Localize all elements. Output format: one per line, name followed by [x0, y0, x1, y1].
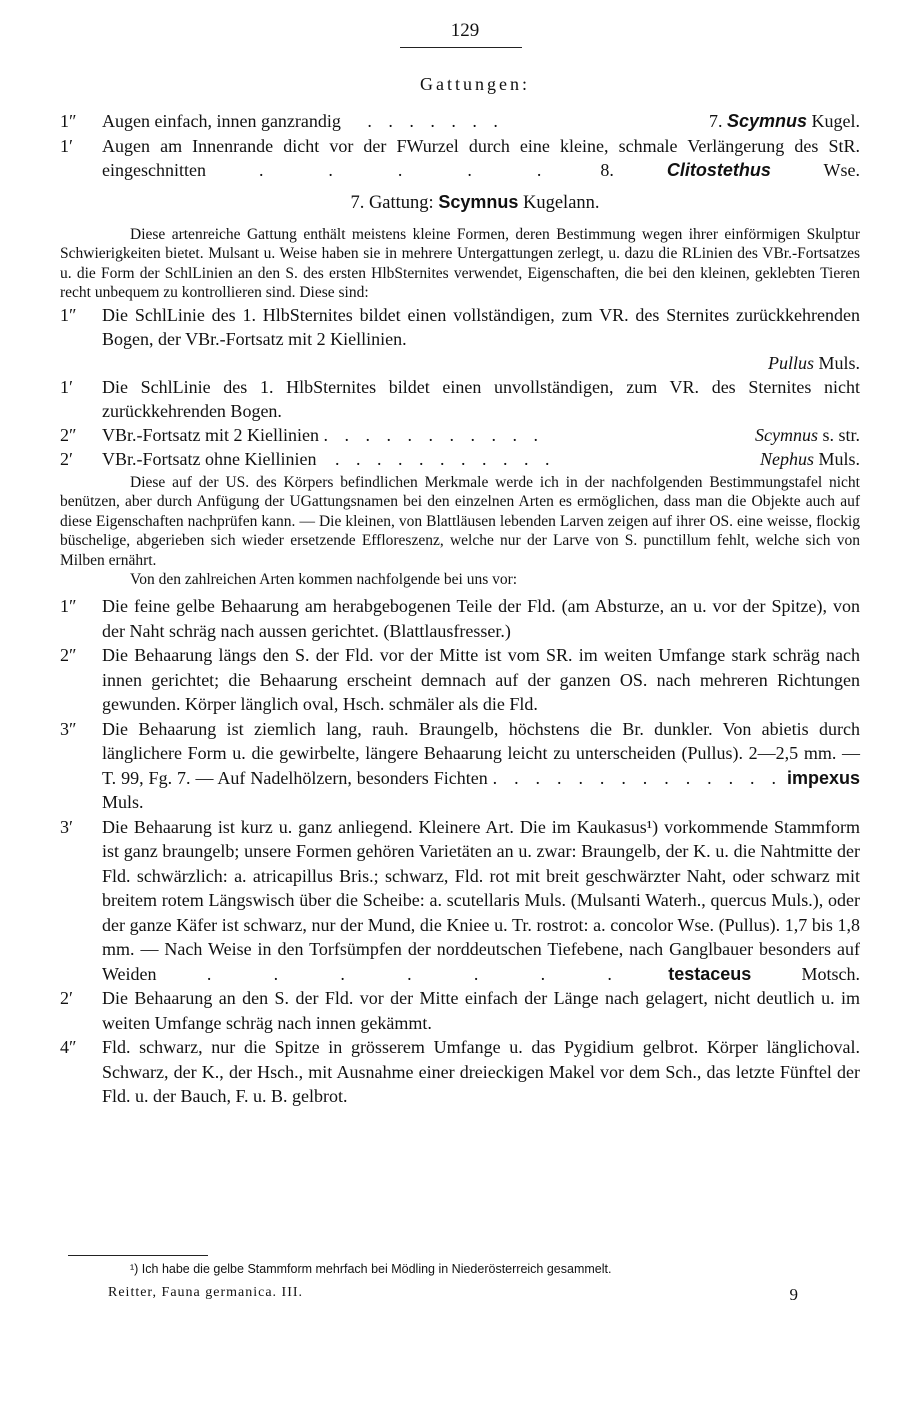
author: Wse. [823, 160, 860, 180]
genus-number: 7. [708, 111, 723, 131]
genus-heading: 7. Gattung: Scymnus Kugelann. [350, 191, 600, 213]
gattungen-title: Gattungen: [420, 74, 530, 94]
species-key-entry: 1″ Die feine gelbe Behaarung am herabgebogenen Teile der Fld. (am Absturze, an u. vor der Spitze), von der Naht schräg nach aussen gerichtet. (Blattlausfresser.) [60, 594, 860, 643]
species-key-entry: 3″ Die Behaarung ist ziemlich lang, rauh. Braungelb, höchstens die Br. dunkler. Von abietis durch länglichere Form u. die gewirbelte, längere Behaarung leicht zu unterscheiden (Pullus). 2—2,5 mm. — T. 99, Fg. 7. — Auf Nadelhölzern, besonders Fichten . . . . . . . . . . . . . . impexus Muls. [60, 718, 860, 812]
couplet-text: Die Behaarung an den S. der Fld. vor der Mitte einfach der Länge nach gelagert, nicht deutlich u. im weiten Umfange schräg nach innen gekämmt. [102, 988, 860, 1033]
footer-source: Reitter, Fauna germanica. III. [108, 1285, 304, 1300]
couplet-text: Die Behaarung ist kurz u. ganz anliegend. Kleinere Art. Die im Kaukasus¹) vorkommende Stammform ist ganz braungelb; unsere Formen gehören Varietäten an u. zwar: Braungelb, der K. u. die Nahtmitte der Fld. schwärzlich: a. atricapillus Bris.; schwarz, Fld. rot mit breit geschwärzter Naht, oder schwarz mit breitem rotem Längswisch über die Scheibe: a. scutellaris Muls. (Mulsanti Waterh., quercus Muls.), oder der ganze Käfer ist schwarz, nur der Mund, die Kniee u. Tr. rostrot: a. concolor Wse. (Pullus). 1,7 bis 1,8 mm. — Nach Weise in den Torfsümpfen der norddeutschen Tiefebene, nach Ganglbauer besonders auf Weiden [102, 816, 860, 984]
subgenus-key-entry: 2″ VBr.-Fortsatz mit 2 Kiellinien . . . . . . . . . . . Scymnus s. str. [60, 424, 860, 445]
couplet-text: Die feine gelbe Behaarung am herabgebogenen Teile der Fld. (am Absturze, an u. vor der Spitze), von der Naht schräg nach aussen gerichtet. (Blattlausfresser.) [102, 596, 860, 641]
leader-dots: . . . . . . . . . . . [334, 448, 556, 469]
footnote-rule [68, 1255, 208, 1256]
couplet-text: Augen einfach, innen ganzrandig [102, 111, 341, 131]
species-name: impexus [786, 767, 860, 788]
subgenus-name: Pullus [767, 352, 814, 373]
leader-dots: . . . . . . . [367, 111, 504, 131]
intro-paragraph: Diese artenreiche Gattung enthält meistens kleine Formen, deren Bestimmung wegen ihrer einförmigen Skulptur Schwierigkeiten bietet. Mulsant u. Weise haben sie in mehrere Untergattungen zerlegt, u. dazu die RLinien des VBr.-Fortsatzes u. die Form der SchlLinien an den S. des ersten HlbSternites verwendet, Eigenschaften, die bei den kleinen, geklebten Tieren recht unbequem zu kontrollieren sind. Diese sind: [60, 225, 860, 301]
subgenus-name: Nephus [759, 448, 814, 469]
species-key-entry: 2″ Die Behaarung längs den S. der Fld. vor der Mitte ist vom SR. im weiten Umfange stark schräg nach innen gerichtet; die Behaarung erscheint demnach auf der ganzen OS. nach mehreren Richtungen gewunden. Körper länglich oval, Hsch. schmäler als die Fld. [60, 643, 860, 717]
page-number: 129 [450, 20, 480, 41]
genus-key-entry [60, 109, 860, 134]
couplet-number: 1′ [60, 135, 73, 156]
couplet-text: Die Behaarung ist ziemlich lang, rauh. Braungelb, höchstens die Br. dunkler. Von abietis durch länglichere Form u. die gewirbelte, längere Behaarung leicht zu unterscheiden (Pullus). 2—2,5 mm. — T. 99, Fg. 7. — Auf Nadelhölzern, besonders Fichten [102, 718, 860, 788]
couplet-text: Die SchlLinie des 1. HlbSternites bildet einen vollständigen, zum VR. des Sternites zurückkehrenden Bogen, der VBr.-Fortsatz mit 2 Kiellinien. [102, 304, 860, 349]
genus-name: Clitostethus [666, 160, 771, 180]
subgenus-key-entry: 1′ Die SchlLinie des 1. HlbSternites bildet einen unvollständigen, zum VR. des Sternites nicht zurückkehrenden Bogen. [60, 376, 860, 421]
leader-dots: . . . . . . . [206, 963, 618, 984]
notes-paragraph: Diese auf der US. des Körpers befindlichen Merkmale werde ich in der nachfolgenden Bestimmungstafel nicht benützen, aber durch Anfügung der UGattungsnamen bei den einzelnen Arten es ermöglichen, dass man die Objekte auch auf diese Eigenschaften nachprüfen kann. — Die kleinen, von Blattläusen lebenden Larven zeigen auf ihrer OS. eine weisse, flockig büschelige, abgerieben sich wieder ersetzende Effloreszenz, welche nur der Larve von S. punctillum fehlt, welche sich von Milben ernährt. [60, 473, 860, 569]
subgenus-name: Scymnus [755, 424, 818, 445]
subgenus-key-entry: 2′ VBr.-Fortsatz ohne Kiellinien . . . . . . . . . . . Nephus Muls. [60, 448, 860, 469]
subgenus-key-entry: 1″ Die SchlLinie des 1. HlbSternites bildet einen vollständigen, zum VR. des Sternites zurückkehrenden Bogen, der VBr.-Fortsatz mit 2 Kiellinien. Pullus Muls. [60, 304, 860, 373]
species-intro: Von den zahlreichen Arten kommen nachfolgende bei uns vor: [130, 571, 518, 588]
species-name: testaceus [668, 963, 752, 984]
genus-key-entry [60, 134, 860, 183]
genus-number: 8. [600, 160, 614, 180]
couplet-text: Die SchlLinie des 1. HlbSternites bildet einen unvollständigen, zum VR. des Sternites nicht zurückkehrenden Bogen. [102, 376, 860, 421]
leader-dots: . . . . . . . . . . . . . . [492, 767, 783, 788]
header-rule [400, 47, 522, 48]
leader-dots: . . . . . [258, 160, 548, 180]
species-key-entry: 4″ Fld. schwarz, nur die Spitze in grösserem Umfange u. das Pygidium gelbrot. Körper länglichoval. Schwarz, der K., der Hsch., mit Ausnahme einer dreieckigen Makel vor dem Sch., das letzte Fünftel der Fld. u. der Bauch, F. u. B. gelbrot. [60, 1035, 860, 1109]
couplet-text: Die Behaarung längs den S. der Fld. vor der Mitte ist vom SR. im weiten Umfange stark schräg nach innen gerichtet; die Behaarung erscheint demnach auf der ganzen OS. nach mehreren Richtungen gewunden. Körper länglich oval, Hsch. schmäler als die Fld. [102, 645, 860, 714]
couplet-text: Augen am Innenrande dicht vor der FWurzel durch eine kleine, schmale Verlängerung des StR. eingeschnitten [102, 135, 860, 180]
signature-mark: 9 [789, 1285, 798, 1304]
couplet-number: 1″ [60, 111, 77, 131]
author: Kugel. [811, 111, 860, 131]
genus-heading-name: Scymnus [438, 191, 519, 212]
couplet-text: Fld. schwarz, nur die Spitze in grösserem Umfange u. das Pygidium gelbrot. Körper länglichoval. Schwarz, der K., der Hsch., mit Ausnahme einer dreieckigen Makel vor dem Sch., das letzte Fünftel der Fld. u. der Bauch, F. u. B. gelbrot. [102, 1037, 860, 1106]
species-key-entry: 2′ Die Behaarung an den S. der Fld. vor der Mitte einfach der Länge nach gelagert, nicht deutlich u. im weiten Umfange schräg nach innen gekämmt. [60, 986, 860, 1035]
page-footer [108, 1285, 798, 1305]
genus-name: Scymnus [726, 111, 807, 131]
footnote: ¹) Ich habe die gelbe Stammform mehrfach bei Mödling in Niederösterreich gesammelt. [130, 1262, 612, 1276]
species-key-entry: 3′ Die Behaarung ist kurz u. ganz anliegend. Kleinere Art. Die im Kaukasus¹) vorkommende Stammform ist ganz braungelb; unsere Formen gehören Varietäten an u. zwar: Braungelb, der K. u. die Nahtmitte der Fld. schwärzlich: a. atricapillus Bris.; schwarz, Fld. rot mit breit geschwärzter Naht, oder schwarz mit breitem rotem Längswisch über die Scheibe: a. scutellaris Muls. (Mulsanti Waterh., quercus Muls.), oder der ganze Käfer ist schwarz, nur der Mund, die Kniee u. Tr. rostrot: a. concolor Wse. (Pullus). 1,7 bis 1,8 mm. — Nach Weise in den Torfsümpfen der norddeutschen Tiefebene, nach Ganglbauer besonders auf Weiden . . . . . . . testaceus Motsch. [60, 816, 861, 984]
page-content [60, 74, 860, 1109]
leader-dots: . . . . . . . . . . . [323, 424, 544, 445]
